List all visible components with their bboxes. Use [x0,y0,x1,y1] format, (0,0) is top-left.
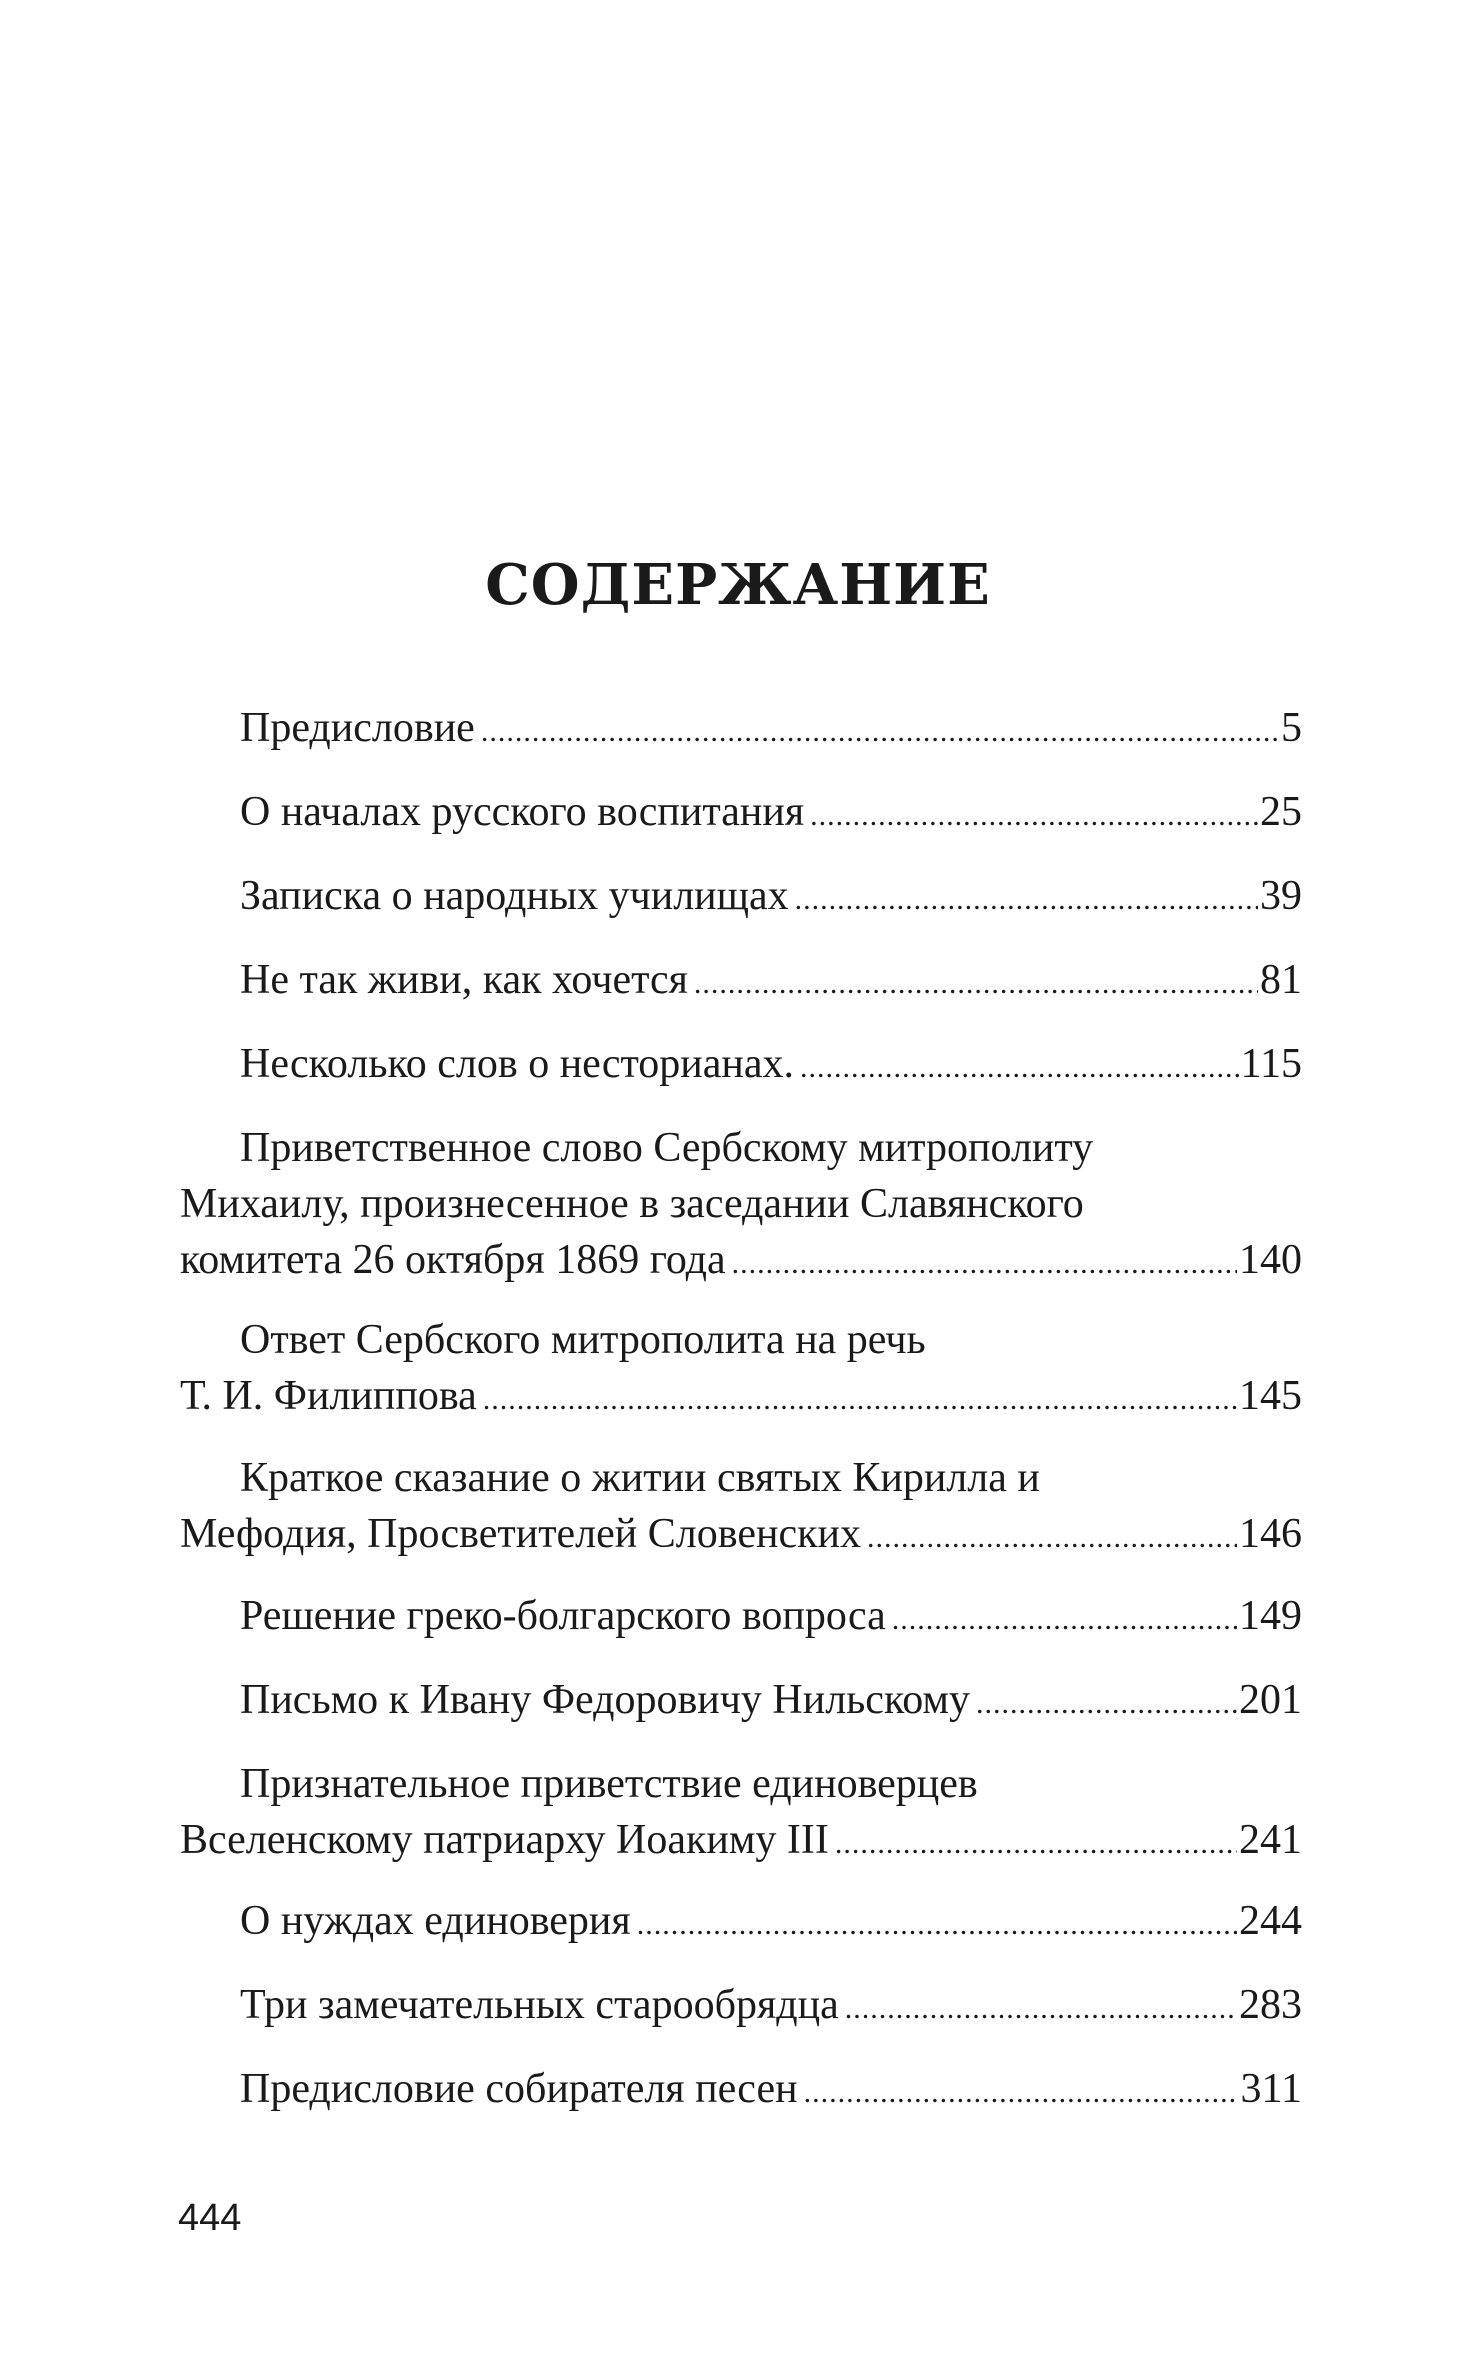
toc-entry-row [180,1977,1302,2033]
toc-entry-title-line: Предисловие собирателя песен [240,2066,798,2112]
toc-entry [180,868,1302,924]
toc-entry-page-number: 145 [1239,1373,1302,1419]
page-number: 444 [178,2197,242,2239]
toc-entry [180,1450,1302,1562]
toc-entry-title-line: Ответ Сербского митрополита на речь [240,1317,926,1363]
toc-entry-page-number: 146 [1239,1511,1302,1557]
toc-entry [180,700,1302,756]
toc-entry-title-line: О началах русского воспитания [240,789,805,835]
toc-entry-page-number: 149 [1239,1593,1302,1639]
toc-entry-title-line: О нуждах единоверия [240,1898,631,1944]
toc-entry-title-line: комитета 26 октября 1869 года [180,1237,726,1283]
toc-entry-page-number: 39 [1260,873,1302,919]
toc-entry-page-number: 115 [1240,1041,1302,1087]
dot-leader [835,1816,1237,1872]
dot-leader [637,1897,1237,1953]
toc-entry-title-line: Не так живи, как хочется [240,957,688,1003]
toc-entry [180,1588,1302,1644]
toc-entry-title-line: Записка о народных училищах [240,873,789,919]
toc-entry-row [180,1588,1302,1644]
toc-entry [180,784,1302,840]
toc-entry-page-number: 25 [1260,789,1302,835]
toc-entry [180,1120,1302,1288]
toc-entry-title-line: Решение греко-болгарского вопроса [240,1593,886,1639]
toc-entry [180,2061,1302,2117]
dot-leader [795,872,1258,928]
table-of-contents [180,0,1302,2200]
dot-leader [694,956,1258,1012]
toc-entry-row [180,1036,1302,1092]
toc-entry [180,1036,1302,1092]
toc-entry-row [180,784,1302,840]
toc-entry-title-line: Предисловие [240,705,475,751]
toc-entry-title-line: Мефодия, Просветителей Словенских [180,1511,861,1557]
toc-entry-row [180,1368,1302,1424]
toc-entry-row [180,1232,1302,1288]
toc-entry-title-line: Три замечательных старообрядца [240,1982,839,2028]
toc-entry-page-number: 241 [1239,1817,1302,1863]
dot-leader [800,1040,1239,1096]
toc-entry-row [180,1506,1302,1562]
dot-leader [867,1510,1237,1566]
dot-leader [892,1592,1237,1648]
dot-leader [732,1236,1237,1292]
toc-entry-title-line: Приветственное слово Сербскому митрополиту [240,1125,1094,1171]
toc-entry-row [180,1893,1302,1949]
toc-entry-title-line: Краткое сказание о житии святых Кирилла и [240,1455,1040,1501]
toc-entry-title-line: Письмо к Ивану Федоровичу Нильскому [240,1677,970,1723]
toc-entry [180,1312,1302,1424]
toc-entry-row [180,1672,1302,1728]
toc-entry-title-line: Несколько слов о несторианах. [240,1041,795,1087]
dot-leader [976,1676,1237,1732]
toc-entry [180,1672,1302,1728]
toc-entry [180,1977,1302,2033]
toc-entry-row [180,952,1302,1008]
toc-entry-row [180,700,1302,756]
dot-leader [483,1372,1237,1428]
toc-entry-row [180,868,1302,924]
toc-entry [180,1756,1302,1868]
toc-entry-row [180,1812,1302,1868]
toc-entry-title-line: Признательное приветствие единоверцев [240,1761,978,1807]
toc-entry-page-number: 311 [1240,2066,1302,2112]
dot-leader [804,2065,1239,2121]
page-title: СОДЕРЖАНИЕ [485,552,991,618]
dot-leader [810,788,1258,844]
dot-leader [481,704,1279,760]
toc-entry-row [180,2061,1302,2117]
toc-entry-title-line: Вселенскому патриарху Иоакиму III [180,1817,829,1863]
toc-entry-page-number: 244 [1239,1898,1302,1944]
toc-entry-page-number: 5 [1281,705,1302,751]
toc-entry [180,1893,1302,1949]
toc-entry-page-number: 81 [1260,957,1302,1003]
toc-entry-title-line: Михаилу, произнесенное в заседании Славянского [180,1181,1084,1227]
toc-entry-title-line: Т. И. Филиппова [180,1373,477,1419]
toc-entry-page-number: 140 [1239,1237,1302,1283]
toc-entry-page-number: 283 [1239,1982,1302,2028]
dot-leader [845,1981,1237,2037]
toc-entry [180,952,1302,1008]
toc-entry-page-number: 201 [1239,1677,1302,1723]
